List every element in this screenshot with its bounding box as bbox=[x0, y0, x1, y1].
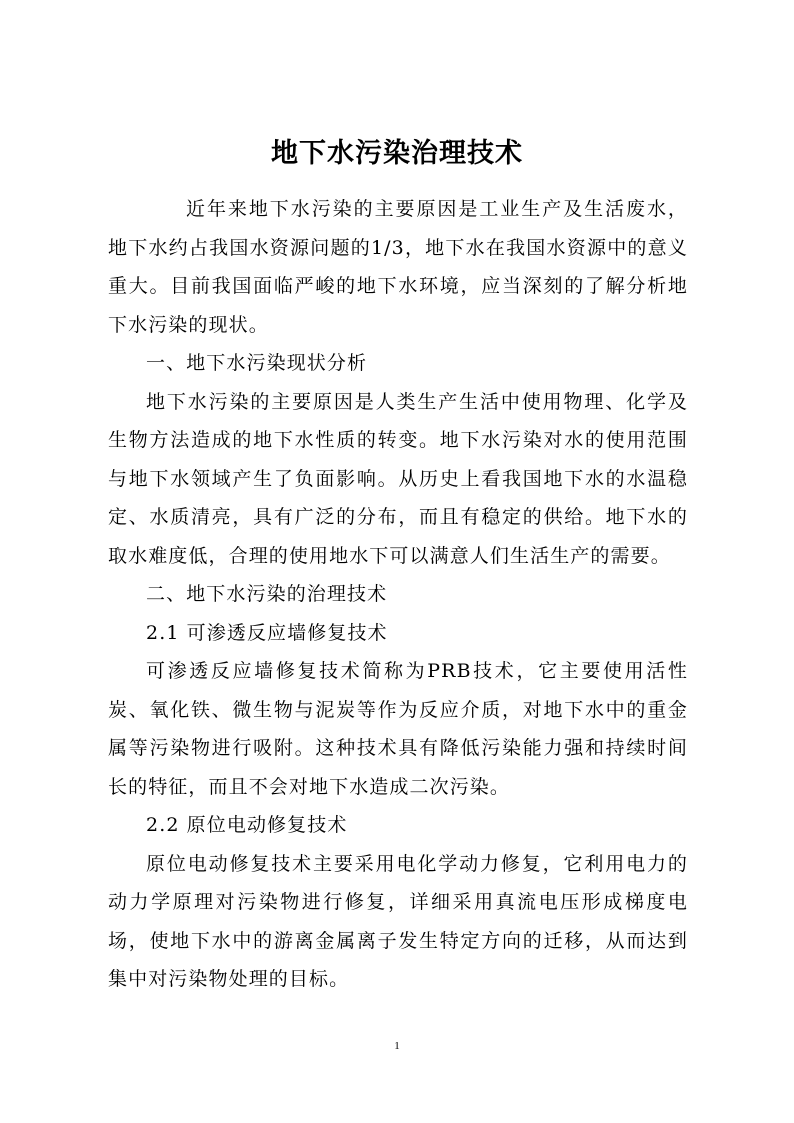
intro-paragraph: 近年来地下水污染的主要原因是工业生产及生活废水，地下水约占我国水资源问题的1/3，地下水在我国水资源中的意义重大。目前我国面临严峻的地下水环境，应当深刻的了解分析地下水污染的现状。 bbox=[108, 198, 688, 336]
subsection-2-1-paragraph: 可渗透反应墙修复技术简称为PRB技术，它主要使用活性炭、氧化铁、微生物与泥炭等作为反应介质，对地下水中的重金属等污染物进行吸附。这种技术具有降低污染能力强和持续时间长的特征，而且不会对地下水造成二次污染。 bbox=[108, 660, 688, 798]
page-number: 1 bbox=[394, 1040, 400, 1052]
section-heading-2: 二、地下水污染的治理技术 bbox=[146, 583, 388, 605]
document-body bbox=[108, 190, 688, 999]
document-title: 地下水污染治理技术 bbox=[271, 138, 523, 169]
subsection-heading-2-1: 2.1 可渗透反应墙修复技术 bbox=[146, 621, 388, 644]
subsection-2-2-paragraph: 原位电动修复技术主要采用电化学动力修复，它利用电力的动力学原理对污染物进行修复，详细采用真流电压形成梯度电场，使地下水中的游离金属离子发生特定方向的迁移，从而达到集中对污染物处理的目标。 bbox=[108, 852, 688, 990]
subsection-heading-2-2: 2.2 原位电动修复技术 bbox=[146, 814, 348, 836]
section-1-paragraph: 地下水污染的主要原因是人类生产生活中使用物理、化学及生物方法造成的地下水性质的转变。地下水污染对水的使用范围与地下水领域产生了负面影响。从历史上看我国地下水的水温稳定、水质清亮，具有广泛的分布，而且有稳定的供给。地下水的取水难度低，合理的使用地水下可以满意人们生活生产的需要。 bbox=[108, 390, 688, 567]
section-heading-1: 一、地下水污染现状分析 bbox=[146, 352, 368, 374]
